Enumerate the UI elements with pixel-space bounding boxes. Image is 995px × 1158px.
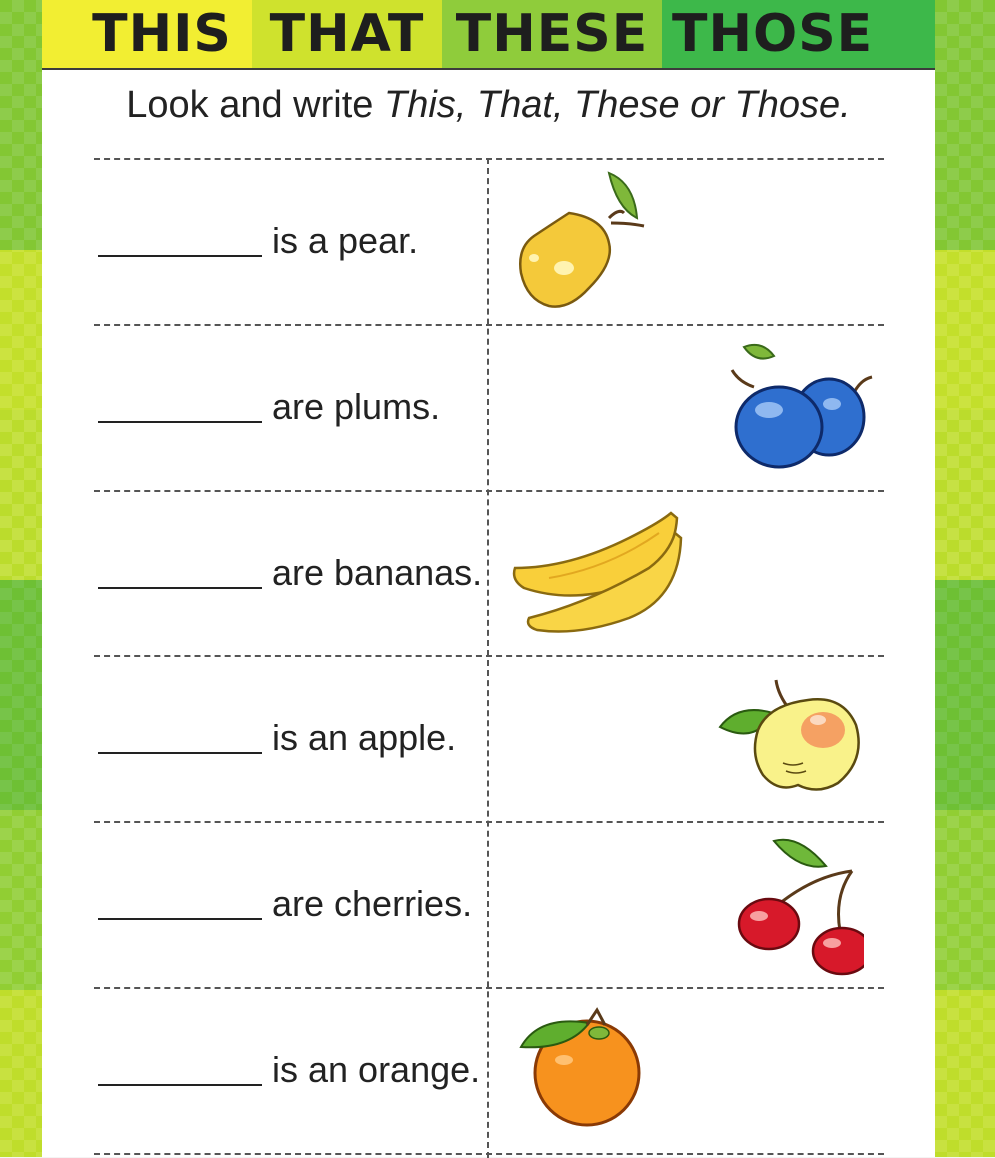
instruction-options: This, That, These or Those. (383, 84, 851, 126)
exercise-row-bananas (94, 490, 884, 655)
sentence-text: are bananas. (272, 552, 483, 593)
answer-blank[interactable] (98, 255, 262, 257)
bananas-icon (509, 508, 684, 636)
orange-icon (519, 1005, 649, 1130)
worksheet-page (42, 0, 935, 1157)
exercise-row-pear (94, 158, 884, 323)
title-banner (42, 0, 935, 70)
pear-icon (509, 168, 649, 313)
exercise-row-plums (94, 324, 884, 489)
instruction (42, 84, 935, 127)
answer-blank[interactable] (98, 752, 262, 754)
plums-icon (724, 342, 879, 472)
exercise-row-cherries (94, 821, 884, 986)
exercise-row-apple (94, 655, 884, 820)
sentence-text: is an apple. (272, 717, 457, 758)
instruction-prefix: Look and write (126, 84, 384, 126)
title-word-these: THESE (442, 0, 662, 68)
title-word-that: THAT (252, 0, 442, 68)
sentence-text: are plums. (272, 386, 441, 427)
apple-icon (718, 675, 868, 795)
sentence-text: is a pear. (272, 220, 419, 261)
sentence-text: are cherries. (272, 883, 473, 924)
answer-blank[interactable] (98, 918, 262, 920)
answer-blank[interactable] (98, 421, 262, 423)
title-word-those: THOSE (662, 0, 935, 68)
sentence-text: is an orange. (272, 1049, 481, 1090)
right-checkered-border (933, 0, 995, 1157)
answer-blank[interactable] (98, 587, 262, 589)
row-divider (94, 1153, 884, 1155)
exercise-row-orange (94, 987, 884, 1152)
cherries-icon (734, 836, 864, 976)
title-word-this: THIS (42, 0, 252, 68)
answer-blank[interactable] (98, 1084, 262, 1086)
left-checkered-border (0, 0, 44, 1157)
